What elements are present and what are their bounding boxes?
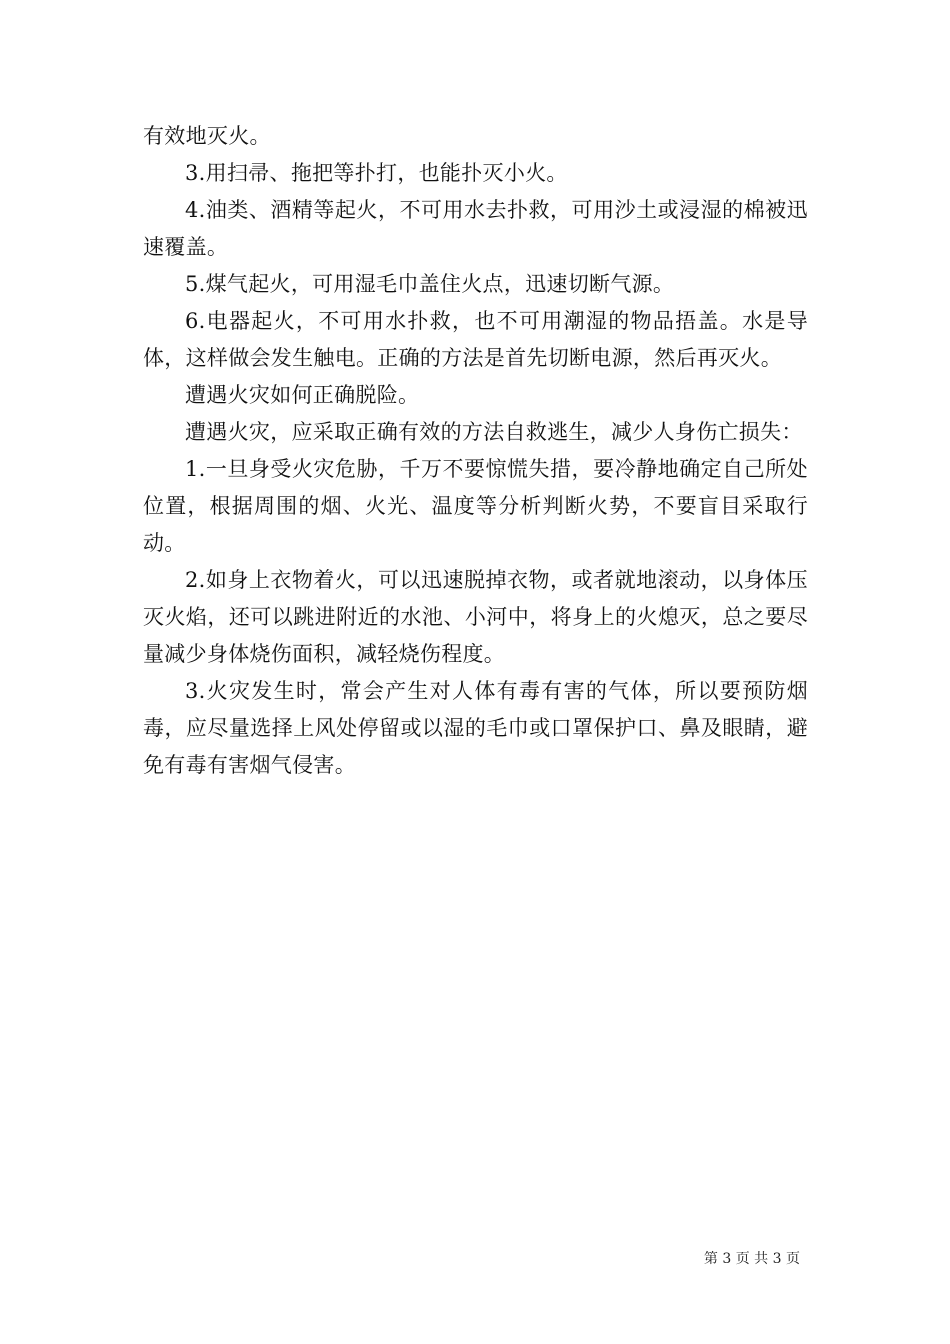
page-number: 第 3 页 共 3 页 <box>703 1251 800 1267</box>
paragraph-escape-intro: 遭遇火灾，应采取正确有效的方法自救逃生，减少人身伤亡损失： <box>185 420 803 444</box>
section-heading-escape: 遭遇火灾如何正确脱险。 <box>185 383 420 407</box>
paragraph-item-3-broom: 3.用扫帚、拖把等扑打，也能扑灭小火。 <box>185 161 568 185</box>
paragraph-escape-item-3: 3.火灾发生时，常会产生对人体有毒有害的气体，所以要预防烟毒，应尽量选择上风处停留或以湿的毛巾或口罩保护口、鼻及眼睛，避免有毒有害烟气侵害。 <box>143 679 808 777</box>
paragraph-escape-item-1: 1.一旦身受火灾危胁，千万不要惊慌失措，要冷静地确定自己所处位置，根据周围的烟、火光、温度等分析判断火势，不要盲目采取行动。 <box>143 457 808 555</box>
paragraph-escape-item-2: 2.如身上衣物着火，可以迅速脱掉衣物，或者就地滚动，以身体压灭火焰，还可以跳进附近的水池、小河中，将身上的火熄灭，总之要尽量减少身体烧伤面积，减轻烧伤程度。 <box>143 568 808 666</box>
paragraph-item-5-gas: 5.煤气起火，可用湿毛巾盖住火点，迅速切断气源。 <box>185 272 675 296</box>
paragraph-item-4-oil: 4.油类、酒精等起火，不可用水去扑救，可用沙土或浸湿的棉被迅速覆盖。 <box>143 198 808 259</box>
document-body <box>143 118 808 784</box>
paragraph-item-6-electric: 6.电器起火，不可用水扑救，也不可用潮湿的物品捂盖。水是导体，这样做会发生触电。正确的方法是首先切断电源，然后再灭火。 <box>143 309 808 370</box>
paragraph-continuation: 有效地灭火。 <box>143 124 271 148</box>
